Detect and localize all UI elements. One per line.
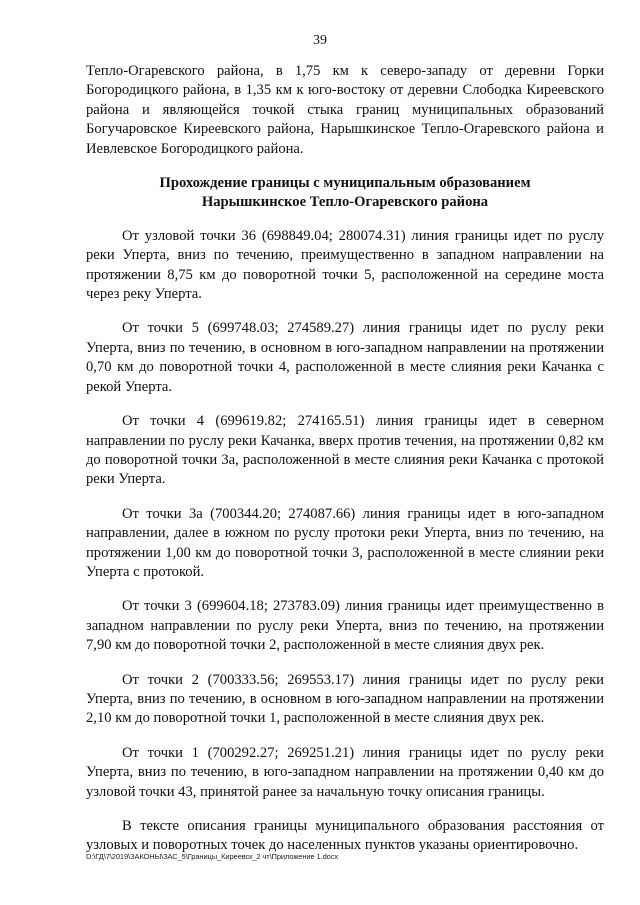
document-body (86, 62, 604, 871)
boundary-paragraph-5: От точки 3 (699604.18; 273783.09) линия границы идет преимущественно в западном направлении по руслу реки Уперта, вниз по течению, на протяжении 7,90 км до поворотной точки 2, расположенной в месте слияния двух рек. (86, 598, 604, 654)
footer-file-path: D:\ГД\7\2019\ЗАКОНЫ\ЗАС_5\Границы_Киреевск_2 чт\Приложение 1.docx (86, 852, 339, 861)
boundary-paragraph-1: От узловой точки 36 (698849.04; 280074.31) линия границы идет по руслу реки Уперта, вниз по течению, преимущественно в западном направлении на протяжении 8,75 км до поворотной точки 5, расположенной на середине моста через реку Уперта. (86, 227, 604, 303)
boundary-paragraph-6: От точки 2 (700333.56; 269553.17) линия границы идет по руслу реки Уперта, вниз по течению, в основном в юго-западном направлении на протяжении 2,10 км до поворотной точки 1, расположенной в месте слияния двух рек. (86, 671, 604, 727)
section-heading-line-2: Нарышкинское Тепло-Огаревского района (201, 194, 489, 211)
section-heading (86, 174, 604, 213)
intro-paragraph: Тепло-Огаревского района, в 1,75 км к северо-западу от деревни Горки Богородицкого района, в 1,35 км к юго-востоку от деревни Слободка Киреевского района и являющейся точкой стыка границ муниципальных образований Богучаровское Киреевского района, Нарышкинское Тепло-Огаревского района и Иевлевское Богородицкого района. (86, 63, 604, 157)
page-number: 39 (313, 33, 327, 48)
section-heading-line-1: Прохождение границы с муниципальным образованием (159, 175, 531, 192)
boundary-paragraph-4: От точки 3а (700344.20; 274087.66) линия границы идет в юго-западном направлении, далее в южном по руслу протоки реки Уперта, вниз по течению, на протяжении 1,00 км до поворотной точки 3, расположенной в месте слиянии реки Уперта с протокой. (86, 505, 604, 580)
closing-note-paragraph: В тексте описания границы муниципального образования расстояния от узловых и поворотных точек до населенных пунктов указаны ориентировочно. (86, 818, 604, 854)
boundary-paragraph-2: От точки 5 (699748.03; 274589.27) линия границы идет по руслу реки Уперта, вниз по течению, в основном в юго-западном направлении на протяжении 0,70 км до поворотной точки 4, расположенной в месте слияния реки Качанка с рекой Уперта. (86, 320, 604, 395)
boundary-paragraph-3: От точки 4 (699619.82; 274165.51) линия границы идет в северном направлении по руслу реки Качанка, вверх против течения, на протяжении 0,82 км до поворотной точки 3а, расположенной в месте слияния реки Качанка с протокой реки Уперта. (86, 413, 604, 488)
boundary-paragraph-7: От точки 1 (700292.27; 269251.21) линия границы идет по руслу реки Уперта, вниз по течению, в юго-западном направлении на протяжении 0,40 км до узловой точки 43, принятой ранее за начальную точку описания границы. (86, 744, 604, 800)
